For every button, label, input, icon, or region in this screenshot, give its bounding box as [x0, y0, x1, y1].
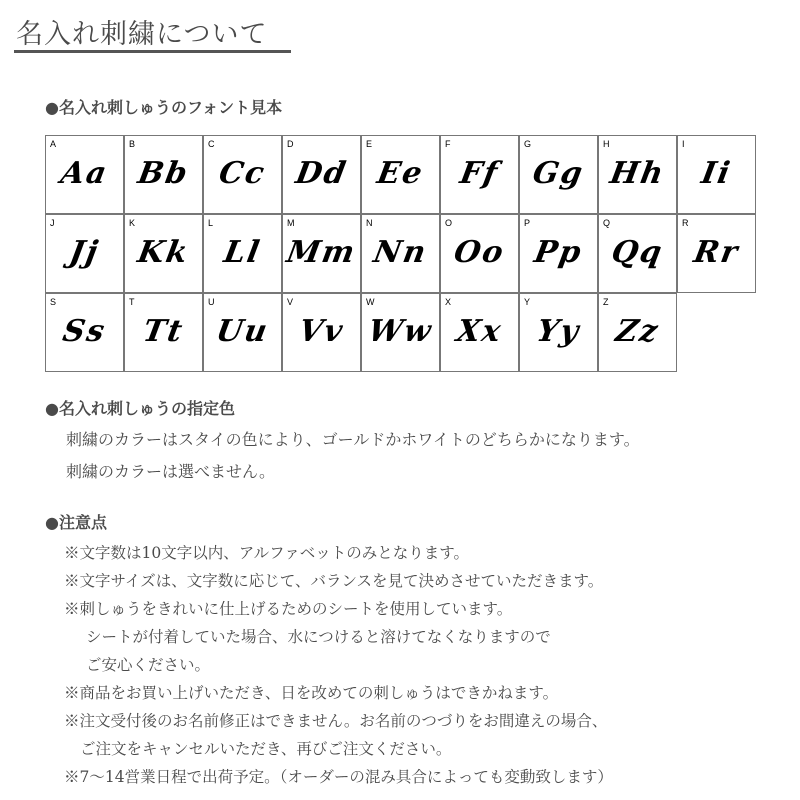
font-sample-cell — [282, 214, 361, 293]
note-line: ※刺しゅうをきれいに仕上げるためのシートを使用しています。 — [64, 600, 513, 618]
font-sample-cell — [124, 135, 203, 214]
color-text-line: 刺繍のカラーは選べません。 — [66, 462, 275, 481]
font-sample-cell — [519, 135, 598, 214]
font-sample-letter: I — [682, 139, 685, 149]
font-sample-cell — [598, 214, 677, 293]
font-sample-letter: X — [445, 297, 452, 307]
font-sample-glyphs: Hh — [607, 156, 668, 191]
font-sample-glyphs: Yy — [533, 314, 584, 349]
font-sample-letter: Y — [524, 297, 531, 307]
font-sample-letter: U — [208, 297, 215, 307]
font-sample-letter: T — [129, 297, 135, 307]
font-sample-glyphs: Ss — [60, 314, 109, 349]
font-sample-glyphs: Ww — [365, 314, 436, 349]
font-sample-glyphs: Tt — [140, 314, 187, 349]
font-sample-letter: O — [445, 218, 453, 228]
font-sample-letter: S — [50, 297, 57, 307]
font-sample-cell — [124, 214, 203, 293]
font-sample-letter: K — [129, 218, 136, 228]
font-sample-grid — [45, 135, 756, 372]
font-sample-letter: D — [287, 139, 294, 149]
note-line: シートが付着していた場合、水につけると溶けてなくなりますので — [86, 628, 551, 646]
font-sample-glyphs: Dd — [292, 156, 351, 191]
font-sample-glyphs: Vv — [296, 314, 347, 349]
font-sample-glyphs: Gg — [530, 156, 587, 191]
font-sample-glyphs: Ff — [457, 156, 502, 191]
font-sample-letter: A — [50, 139, 57, 149]
note-line: ※商品をお買い上げいただき、日を改めての刺しゅうはできかねます。 — [64, 684, 559, 702]
note-line: ※注文受付後のお名前修正はできません。お名前のつづりをお間違えの場合、 — [64, 712, 608, 730]
font-sample-letter: V — [287, 297, 294, 307]
font-sample-glyphs: Bb — [135, 156, 192, 191]
font-sample-cell — [440, 135, 519, 214]
thread-color-heading: ●名入れ刺しゅうの指定色 — [45, 399, 235, 418]
font-sample-cell — [361, 135, 440, 214]
font-sample-letter: E — [366, 139, 373, 149]
font-sample-letter: L — [208, 218, 214, 228]
font-sample-cell — [361, 293, 440, 372]
notes-heading: ●注意点 — [45, 513, 107, 532]
font-sample-letter: G — [524, 139, 532, 149]
font-sample-cell — [203, 214, 282, 293]
font-sample-glyphs: Jj — [66, 235, 103, 270]
font-sample-letter: J — [50, 218, 55, 228]
font-sample-glyphs: Aa — [58, 156, 111, 191]
font-sample-cell — [361, 214, 440, 293]
font-sample-cell — [282, 135, 361, 214]
font-sample-letter: M — [287, 218, 295, 228]
font-sample-glyphs: Qq — [608, 235, 667, 270]
font-sample-glyphs: Cc — [216, 156, 269, 191]
page-title: 名入れ刺繍について — [16, 19, 268, 50]
font-sample-letter: Z — [603, 297, 609, 307]
note-line: ※7～14営業日程で出荷予定。（オーダーの混み具合によっても変動致します） — [64, 768, 613, 786]
font-sample-glyphs: Ee — [374, 156, 427, 191]
font-sample-glyphs: Xx — [453, 314, 506, 349]
color-text-line: 刺繍のカラーはスタイの色により、ゴールドかホワイトのどちらかになります。 — [66, 430, 640, 449]
note-line: ご注文をキャンセルいただき、再びご注文ください。 — [80, 740, 452, 758]
font-sample-heading: ●名入れ刺しゅうのフォント見本 — [45, 98, 283, 117]
font-sample-letter: H — [603, 139, 610, 149]
font-sample-letter: R — [682, 218, 689, 228]
note-line: ご安心ください。 — [86, 656, 211, 674]
title-underline — [14, 50, 291, 53]
font-sample-glyphs: Zz — [612, 314, 663, 349]
font-sample-cell — [598, 293, 677, 372]
font-sample-glyphs: Pp — [531, 235, 586, 270]
font-sample-cell — [440, 214, 519, 293]
font-sample-cell — [677, 214, 756, 293]
font-sample-letter: F — [445, 139, 451, 149]
font-sample-glyphs: Mm — [283, 235, 360, 270]
note-line: ※文字数は10文字以内、アルファベットのみとなります。 — [64, 544, 470, 562]
font-sample-glyphs: Nn — [370, 235, 431, 270]
font-sample-cell — [124, 293, 203, 372]
font-sample-cell — [45, 293, 124, 372]
font-sample-cell — [45, 214, 124, 293]
font-sample-letter: P — [524, 218, 531, 228]
font-sample-cell — [519, 214, 598, 293]
font-sample-cell — [598, 135, 677, 214]
font-sample-cell — [440, 293, 519, 372]
font-sample-glyphs: Ii — [698, 156, 735, 191]
font-sample-glyphs: Kk — [134, 235, 193, 270]
font-sample-letter: C — [208, 139, 215, 149]
font-sample-glyphs: Uu — [213, 314, 272, 349]
font-sample-cell — [203, 135, 282, 214]
font-sample-letter: B — [129, 139, 136, 149]
font-sample-cell — [203, 293, 282, 372]
font-sample-cell — [45, 135, 124, 214]
font-sample-glyphs: Ll — [221, 235, 264, 270]
font-sample-cell — [282, 293, 361, 372]
font-sample-glyphs: Oo — [451, 235, 508, 270]
note-line: ※文字サイズは、文字数に応じて、バランスを見て決めさせていただきます。 — [64, 572, 604, 590]
font-sample-letter: N — [366, 218, 373, 228]
font-sample-cell — [519, 293, 598, 372]
font-sample-letter: Q — [603, 218, 611, 228]
font-sample-letter: W — [366, 297, 375, 307]
font-sample-cell — [677, 135, 756, 214]
font-sample-glyphs: Rr — [691, 235, 742, 270]
